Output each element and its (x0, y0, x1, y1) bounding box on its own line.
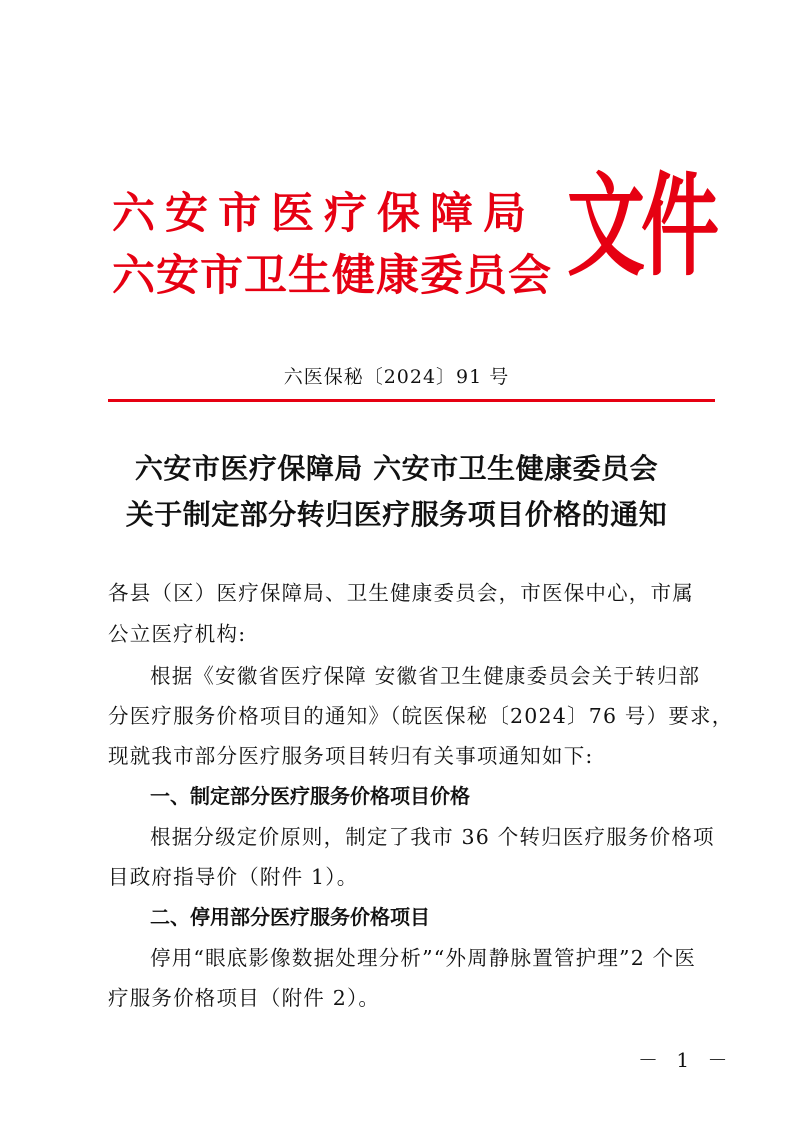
section-1-line-2: 目政府指导价（附件 1）。 (108, 865, 359, 889)
intro-line-1: 根据《安徽省医疗保障 安徽省卫生健康委员会关于转归部 (150, 664, 701, 688)
section-2-line-1: 停用“眼底影像数据处理分析”“外周静脉置管护理”2 个医 (150, 946, 697, 970)
addressee-line-2: 公立医疗机构: (108, 622, 247, 646)
document-header (112, 163, 716, 308)
intro-line-2: 分医疗服务价格项目的通知》（皖医保秘〔2024〕76 号）要求， (108, 704, 734, 728)
notice-title-line-1: 六安市医疗保障局 六安市卫生健康委员会 (134, 452, 659, 485)
notice-title-line-2: 关于制定部分转归医疗服务项目价格的通知 (125, 498, 668, 531)
red-divider (108, 399, 715, 402)
section-2-line-2: 疗服务价格项目（附件 2）。 (108, 986, 381, 1010)
addressee-line-1: 各县（区）医疗保障局、卫生健康委员会，市医保中心，市属 (108, 581, 694, 605)
section-2-heading: 二、停用部分医疗服务价格项目 (150, 905, 430, 929)
issuing-org-1: 六安市医疗保障局 (112, 189, 536, 239)
document-mark: 文件 (567, 163, 716, 292)
intro-line-3: 现就我市部分医疗服务项目转归有关事项通知如下: (108, 744, 594, 768)
document-number: 六医保秘〔2024〕91 号 (283, 366, 510, 388)
section-1-line-1: 根据分级定价原则，制定了我市 36 个转归医疗服务价格项 (150, 825, 715, 849)
section-1-heading: 一、制定部分医疗服务价格项目价格 (150, 784, 470, 808)
page-number: － 1 － (638, 1048, 734, 1072)
issuing-org-2: 六安市卫生健康委员会 (112, 251, 552, 301)
